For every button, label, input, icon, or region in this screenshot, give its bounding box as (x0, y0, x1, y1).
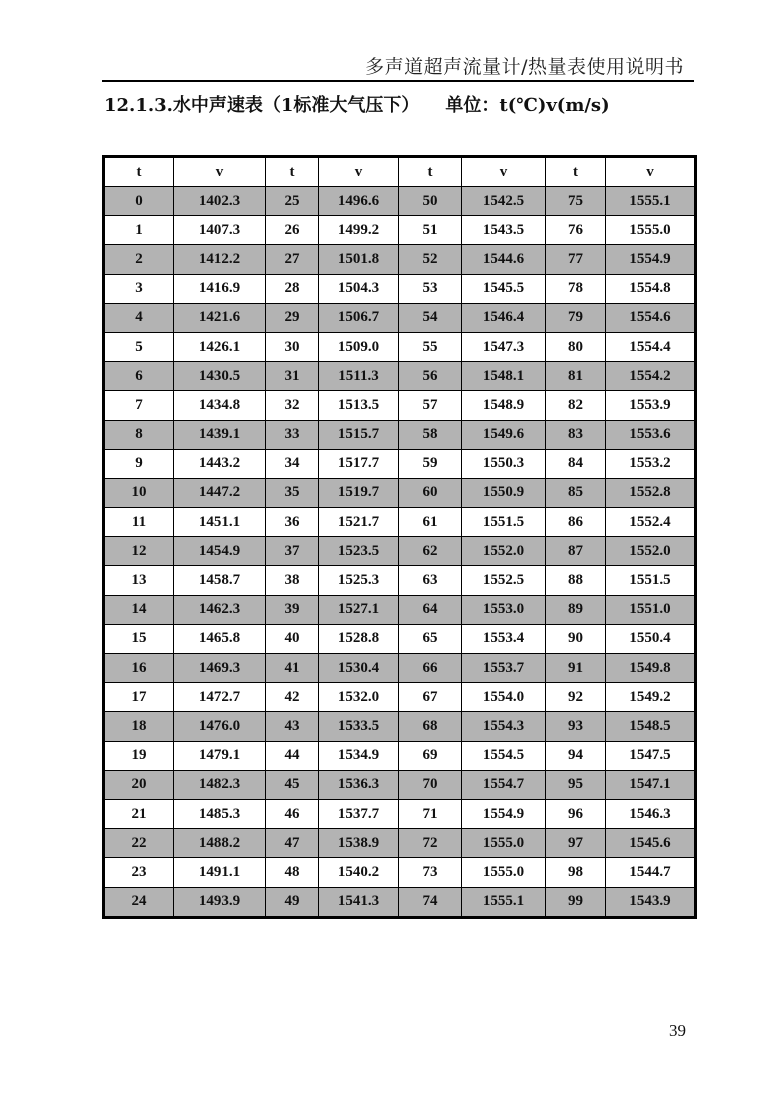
velocity-cell: 1434.8 (174, 391, 266, 420)
temperature-cell: 13 (104, 566, 174, 595)
temperature-cell: 86 (546, 508, 606, 537)
temperature-cell: 28 (266, 274, 319, 303)
column-header-v: v (606, 157, 696, 187)
temperature-cell: 3 (104, 274, 174, 303)
table-header-row (104, 157, 696, 187)
temperature-cell: 49 (266, 887, 319, 917)
temperature-cell: 96 (546, 799, 606, 828)
velocity-cell: 1491.1 (174, 858, 266, 887)
temperature-cell: 46 (266, 799, 319, 828)
table-row (104, 712, 696, 741)
temperature-cell: 63 (399, 566, 462, 595)
table-row (104, 537, 696, 566)
temperature-cell: 8 (104, 420, 174, 449)
temperature-cell: 44 (266, 741, 319, 770)
temperature-cell: 32 (266, 391, 319, 420)
velocity-cell: 1550.3 (462, 449, 546, 478)
temperature-cell: 80 (546, 332, 606, 361)
temperature-cell: 20 (104, 770, 174, 799)
velocity-cell: 1513.5 (319, 391, 399, 420)
table-row (104, 216, 696, 245)
velocity-cell: 1555.1 (462, 887, 546, 917)
temperature-cell: 94 (546, 741, 606, 770)
velocity-cell: 1550.4 (606, 624, 696, 653)
temperature-cell: 78 (546, 274, 606, 303)
velocity-cell: 1548.5 (606, 712, 696, 741)
velocity-cell: 1554.6 (606, 303, 696, 332)
temperature-cell: 48 (266, 858, 319, 887)
velocity-cell: 1416.9 (174, 274, 266, 303)
temperature-cell: 24 (104, 887, 174, 917)
temperature-cell: 65 (399, 624, 462, 653)
temperature-cell: 23 (104, 858, 174, 887)
temperature-cell: 68 (399, 712, 462, 741)
table-row (104, 391, 696, 420)
velocity-cell: 1546.3 (606, 799, 696, 828)
velocity-cell: 1552.0 (462, 537, 546, 566)
temperature-cell: 55 (399, 332, 462, 361)
velocity-cell: 1555.0 (606, 216, 696, 245)
temperature-cell: 53 (399, 274, 462, 303)
velocity-cell: 1525.3 (319, 566, 399, 595)
velocity-cell: 1549.8 (606, 654, 696, 683)
velocity-cell: 1472.7 (174, 683, 266, 712)
temperature-cell: 42 (266, 683, 319, 712)
velocity-cell: 1519.7 (319, 478, 399, 507)
velocity-cell: 1547.3 (462, 332, 546, 361)
temperature-cell: 60 (399, 478, 462, 507)
velocity-cell: 1549.2 (606, 683, 696, 712)
velocity-cell: 1532.0 (319, 683, 399, 712)
table-row (104, 858, 696, 887)
velocity-cell: 1501.8 (319, 245, 399, 274)
velocity-cell: 1554.5 (462, 741, 546, 770)
temperature-cell: 93 (546, 712, 606, 741)
velocity-cell: 1549.6 (462, 420, 546, 449)
temperature-cell: 29 (266, 303, 319, 332)
velocity-cell: 1553.9 (606, 391, 696, 420)
temperature-cell: 0 (104, 187, 174, 216)
velocity-cell: 1552.0 (606, 537, 696, 566)
table-row (104, 566, 696, 595)
velocity-cell: 1538.9 (319, 829, 399, 858)
velocity-cell: 1534.9 (319, 741, 399, 770)
velocity-cell: 1504.3 (319, 274, 399, 303)
velocity-cell: 1458.7 (174, 566, 266, 595)
velocity-cell: 1506.7 (319, 303, 399, 332)
temperature-cell: 37 (266, 537, 319, 566)
column-header-v: v (174, 157, 266, 187)
temperature-cell: 69 (399, 741, 462, 770)
temperature-cell: 31 (266, 362, 319, 391)
velocity-cell: 1412.2 (174, 245, 266, 274)
temperature-cell: 52 (399, 245, 462, 274)
page-number: 39 (669, 1021, 686, 1040)
velocity-cell: 1554.3 (462, 712, 546, 741)
temperature-cell: 82 (546, 391, 606, 420)
temperature-cell: 26 (266, 216, 319, 245)
velocity-cell: 1515.7 (319, 420, 399, 449)
temperature-cell: 9 (104, 449, 174, 478)
column-header-t: t (546, 157, 606, 187)
velocity-cell: 1421.6 (174, 303, 266, 332)
velocity-cell: 1548.1 (462, 362, 546, 391)
velocity-cell: 1554.4 (606, 332, 696, 361)
velocity-cell: 1555.0 (462, 858, 546, 887)
table-row (104, 741, 696, 770)
velocity-cell: 1543.5 (462, 216, 546, 245)
table-row (104, 362, 696, 391)
velocity-cell: 1547.1 (606, 770, 696, 799)
running-header: 多声道超声流量计/热量表使用说明书 (365, 56, 684, 78)
temperature-cell: 72 (399, 829, 462, 858)
temperature-cell: 38 (266, 566, 319, 595)
temperature-cell: 30 (266, 332, 319, 361)
temperature-cell: 73 (399, 858, 462, 887)
temperature-cell: 97 (546, 829, 606, 858)
temperature-cell: 36 (266, 508, 319, 537)
velocity-cell: 1554.0 (462, 683, 546, 712)
temperature-cell: 79 (546, 303, 606, 332)
temperature-cell: 71 (399, 799, 462, 828)
table-row (104, 274, 696, 303)
temperature-cell: 45 (266, 770, 319, 799)
temperature-cell: 12 (104, 537, 174, 566)
header-rule (102, 80, 694, 82)
velocity-cell: 1551.0 (606, 595, 696, 624)
velocity-cell: 1523.5 (319, 537, 399, 566)
velocity-cell: 1544.7 (606, 858, 696, 887)
velocity-cell: 1551.5 (462, 508, 546, 537)
temperature-cell: 17 (104, 683, 174, 712)
table-row (104, 799, 696, 828)
velocity-cell: 1551.5 (606, 566, 696, 595)
temperature-cell: 51 (399, 216, 462, 245)
velocity-cell: 1530.4 (319, 654, 399, 683)
temperature-cell: 92 (546, 683, 606, 712)
velocity-cell: 1479.1 (174, 741, 266, 770)
velocity-cell: 1536.3 (319, 770, 399, 799)
temperature-cell: 75 (546, 187, 606, 216)
temperature-cell: 4 (104, 303, 174, 332)
velocity-cell: 1542.5 (462, 187, 546, 216)
velocity-cell: 1553.4 (462, 624, 546, 653)
column-header-t: t (399, 157, 462, 187)
velocity-cell: 1554.2 (606, 362, 696, 391)
temperature-cell: 41 (266, 654, 319, 683)
velocity-cell: 1540.2 (319, 858, 399, 887)
velocity-cell: 1554.8 (606, 274, 696, 303)
temperature-cell: 64 (399, 595, 462, 624)
velocity-cell: 1553.7 (462, 654, 546, 683)
velocity-cell: 1548.9 (462, 391, 546, 420)
velocity-cell: 1544.6 (462, 245, 546, 274)
velocity-cell: 1447.2 (174, 478, 266, 507)
temperature-cell: 5 (104, 332, 174, 361)
temperature-cell: 76 (546, 216, 606, 245)
velocity-cell: 1553.2 (606, 449, 696, 478)
velocity-cell: 1469.3 (174, 654, 266, 683)
velocity-cell: 1465.8 (174, 624, 266, 653)
temperature-cell: 59 (399, 449, 462, 478)
velocity-cell: 1552.8 (606, 478, 696, 507)
temperature-cell: 89 (546, 595, 606, 624)
temperature-cell: 47 (266, 829, 319, 858)
temperature-cell: 56 (399, 362, 462, 391)
table-row (104, 508, 696, 537)
temperature-cell: 83 (546, 420, 606, 449)
temperature-cell: 25 (266, 187, 319, 216)
velocity-cell: 1533.5 (319, 712, 399, 741)
temperature-cell: 91 (546, 654, 606, 683)
temperature-cell: 57 (399, 391, 462, 420)
velocity-cell: 1537.7 (319, 799, 399, 828)
velocity-cell: 1521.7 (319, 508, 399, 537)
temperature-cell: 6 (104, 362, 174, 391)
temperature-cell: 21 (104, 799, 174, 828)
velocity-cell: 1552.5 (462, 566, 546, 595)
temperature-cell: 50 (399, 187, 462, 216)
velocity-cell: 1528.8 (319, 624, 399, 653)
velocity-cell: 1553.0 (462, 595, 546, 624)
temperature-cell: 34 (266, 449, 319, 478)
velocity-cell: 1402.3 (174, 187, 266, 216)
velocity-cell: 1555.0 (462, 829, 546, 858)
velocity-cell: 1541.3 (319, 887, 399, 917)
table-row (104, 624, 696, 653)
section-title-text: 12.1.3.水中声速表（1标准大气压下） (104, 95, 420, 116)
temperature-cell: 66 (399, 654, 462, 683)
velocity-cell: 1550.9 (462, 478, 546, 507)
table-row (104, 332, 696, 361)
temperature-cell: 74 (399, 887, 462, 917)
temperature-cell: 54 (399, 303, 462, 332)
temperature-cell: 70 (399, 770, 462, 799)
unit-label: 单位：t(℃)v(m/s) (445, 95, 610, 116)
velocity-cell: 1509.0 (319, 332, 399, 361)
temperature-cell: 62 (399, 537, 462, 566)
sound-speed-table (102, 155, 697, 919)
temperature-cell: 40 (266, 624, 319, 653)
velocity-cell: 1462.3 (174, 595, 266, 624)
temperature-cell: 87 (546, 537, 606, 566)
velocity-cell: 1552.4 (606, 508, 696, 537)
temperature-cell: 67 (399, 683, 462, 712)
velocity-cell: 1511.3 (319, 362, 399, 391)
table-row (104, 683, 696, 712)
table-row (104, 303, 696, 332)
temperature-cell: 43 (266, 712, 319, 741)
velocity-cell: 1543.9 (606, 887, 696, 917)
temperature-cell: 2 (104, 245, 174, 274)
column-header-t: t (266, 157, 319, 187)
velocity-cell: 1499.2 (319, 216, 399, 245)
temperature-cell: 99 (546, 887, 606, 917)
velocity-cell: 1430.5 (174, 362, 266, 391)
temperature-cell: 84 (546, 449, 606, 478)
temperature-cell: 61 (399, 508, 462, 537)
temperature-cell: 85 (546, 478, 606, 507)
temperature-cell: 88 (546, 566, 606, 595)
velocity-cell: 1554.9 (606, 245, 696, 274)
velocity-cell: 1546.4 (462, 303, 546, 332)
temperature-cell: 58 (399, 420, 462, 449)
table-row (104, 887, 696, 917)
section-title (104, 91, 610, 117)
temperature-cell: 14 (104, 595, 174, 624)
temperature-cell: 35 (266, 478, 319, 507)
temperature-cell: 10 (104, 478, 174, 507)
temperature-cell: 39 (266, 595, 319, 624)
table-row (104, 595, 696, 624)
temperature-cell: 95 (546, 770, 606, 799)
temperature-cell: 7 (104, 391, 174, 420)
velocity-cell: 1527.1 (319, 595, 399, 624)
table-row (104, 654, 696, 683)
temperature-cell: 27 (266, 245, 319, 274)
velocity-cell: 1493.9 (174, 887, 266, 917)
velocity-cell: 1451.1 (174, 508, 266, 537)
temperature-cell: 15 (104, 624, 174, 653)
temperature-cell: 22 (104, 829, 174, 858)
velocity-cell: 1426.1 (174, 332, 266, 361)
velocity-cell: 1439.1 (174, 420, 266, 449)
velocity-cell: 1555.1 (606, 187, 696, 216)
column-header-v: v (462, 157, 546, 187)
column-header-t: t (104, 157, 174, 187)
velocity-cell: 1545.6 (606, 829, 696, 858)
velocity-cell: 1547.5 (606, 741, 696, 770)
table-row (104, 449, 696, 478)
temperature-cell: 11 (104, 508, 174, 537)
velocity-cell: 1554.9 (462, 799, 546, 828)
temperature-cell: 16 (104, 654, 174, 683)
velocity-cell: 1454.9 (174, 537, 266, 566)
table-row (104, 770, 696, 799)
table-row (104, 420, 696, 449)
velocity-cell: 1554.7 (462, 770, 546, 799)
temperature-cell: 1 (104, 216, 174, 245)
velocity-cell: 1443.2 (174, 449, 266, 478)
velocity-cell: 1553.6 (606, 420, 696, 449)
velocity-cell: 1485.3 (174, 799, 266, 828)
table-row (104, 187, 696, 216)
velocity-cell: 1407.3 (174, 216, 266, 245)
velocity-cell: 1517.7 (319, 449, 399, 478)
temperature-cell: 19 (104, 741, 174, 770)
table-row (104, 829, 696, 858)
velocity-cell: 1476.0 (174, 712, 266, 741)
velocity-cell: 1488.2 (174, 829, 266, 858)
table-row (104, 245, 696, 274)
temperature-cell: 81 (546, 362, 606, 391)
table-row (104, 478, 696, 507)
velocity-cell: 1482.3 (174, 770, 266, 799)
velocity-cell: 1545.5 (462, 274, 546, 303)
temperature-cell: 18 (104, 712, 174, 741)
temperature-cell: 90 (546, 624, 606, 653)
velocity-cell: 1496.6 (319, 187, 399, 216)
temperature-cell: 98 (546, 858, 606, 887)
column-header-v: v (319, 157, 399, 187)
temperature-cell: 77 (546, 245, 606, 274)
temperature-cell: 33 (266, 420, 319, 449)
